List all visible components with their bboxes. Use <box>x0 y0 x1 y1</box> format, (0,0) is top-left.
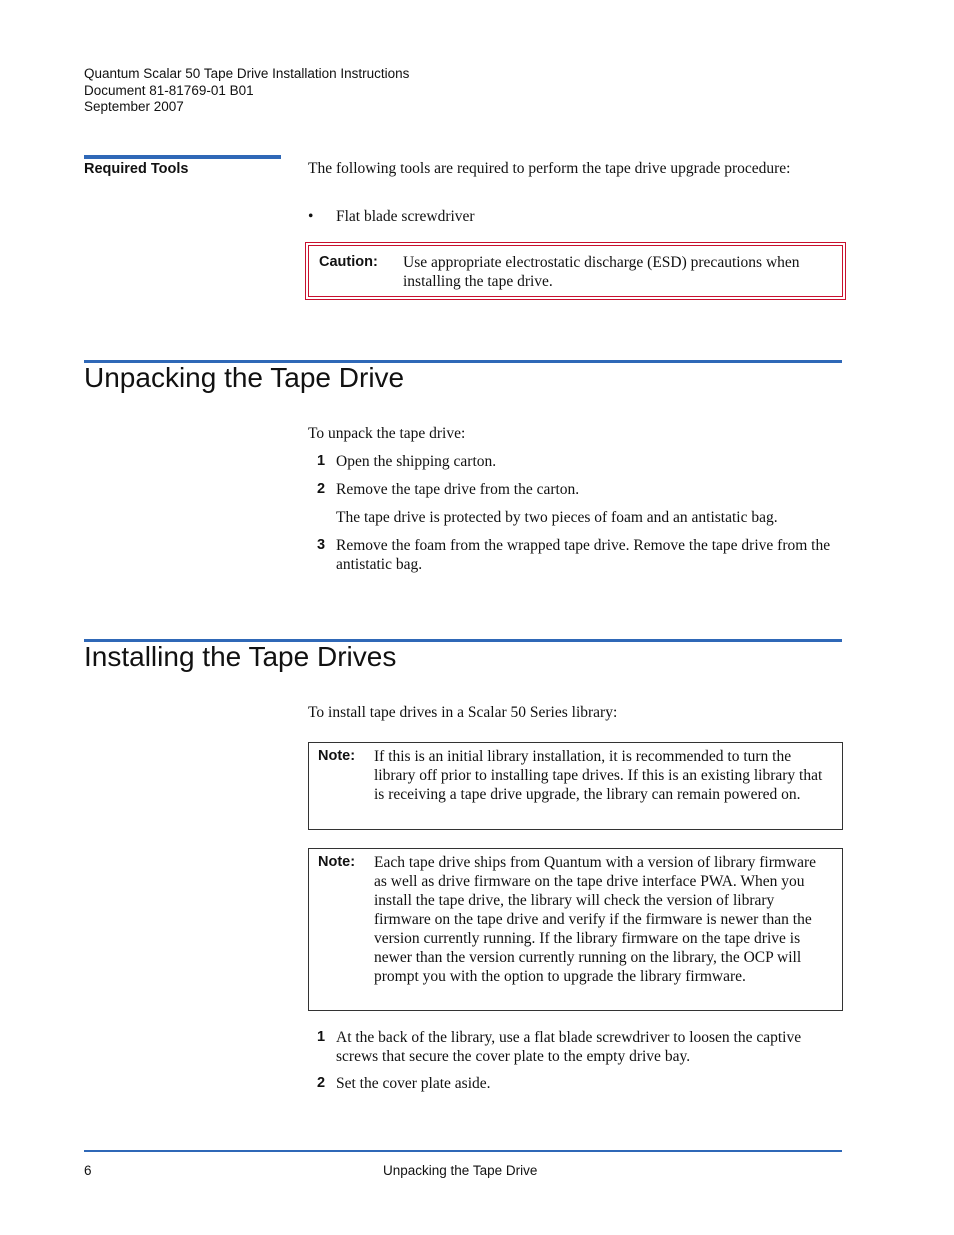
unpacking-step <box>308 452 842 471</box>
unpacking-step <box>308 536 842 574</box>
document-header <box>84 66 409 116</box>
required-tools-intro: The following tools are required to perform the tape drive upgrade procedure: <box>308 160 791 177</box>
step-text: Remove the tape drive from the carton. <box>336 481 580 498</box>
header-date: September 2007 <box>84 99 184 114</box>
header-title: Quantum Scalar 50 Tape Drive Installation Instructions <box>84 66 410 81</box>
note-box <box>308 848 843 1011</box>
unpacking-step-note <box>308 508 842 527</box>
step-note-text: The tape drive is protected by two pieces of foam and an antistatic bag. <box>336 509 778 526</box>
step-text: Remove the foam from the wrapped tape drive. Remove the tape drive from the antistatic bag. <box>336 537 831 573</box>
unpacking-intro: To unpack the tape drive: <box>308 425 466 442</box>
installing-intro: To install tape drives in a Scalar 50 Series library: <box>308 704 618 721</box>
required-tools-heading: Required Tools <box>84 161 189 177</box>
footer-rule <box>84 1150 842 1152</box>
caution-label: Caution: <box>319 254 378 270</box>
page-number: 6 <box>84 1163 92 1178</box>
note-box <box>308 742 843 830</box>
bullet-marker: • <box>308 208 314 225</box>
footer-section-title: Unpacking the Tape Drive <box>383 1163 538 1178</box>
note-text: Each tape drive ships from Quantum with a version of library firmware as well as drive firmware on the tape drive interface PWA. When you install the tape drive, the library will check the version of library firmware on the tape drive and verify if the firmware is newer than the version currently running. If the library firmware on the tape drive is newer than the version currently running on the library, the OCP will prompt you with the option to upgrade the library firmware. <box>374 854 817 985</box>
installing-step <box>308 1074 842 1093</box>
required-tools-rule <box>84 155 281 159</box>
header-document-number: Document 81-81769-01 B01 <box>84 82 254 98</box>
note-label: Note: <box>318 854 356 870</box>
caution-text: Use appropriate electrostatic discharge (ESD) precautions when installing the tape drive. <box>403 254 800 290</box>
installing-step <box>308 1028 842 1066</box>
step-text: Open the shipping carton. <box>336 453 497 470</box>
step-text: Set the cover plate aside. <box>336 1075 491 1092</box>
caution-box <box>305 242 846 300</box>
note-label: Note: <box>318 748 356 764</box>
required-tool-text: Flat blade screwdriver <box>336 208 475 225</box>
required-tool-item <box>308 207 842 226</box>
step-text: At the back of the library, use a flat blade screwdriver to loosen the captive screws that secure the cover plate to the empty drive bay. <box>336 1029 802 1065</box>
unpacking-step <box>308 480 842 499</box>
step-number: 2 <box>317 481 326 497</box>
unpacking-section-title: Unpacking the Tape Drive <box>84 362 405 393</box>
step-number: 1 <box>317 1029 326 1045</box>
installing-section-title: Installing the Tape Drives <box>84 641 397 672</box>
step-number: 2 <box>317 1075 326 1091</box>
note-text: If this is an initial library installation, it is recommended to turn the library off prior to installing tape drives. If this is an existing library that is receiving a tape drive upgrade, the library can remain powered on. <box>374 748 823 803</box>
step-number: 3 <box>317 537 326 553</box>
step-number: 1 <box>317 453 326 469</box>
